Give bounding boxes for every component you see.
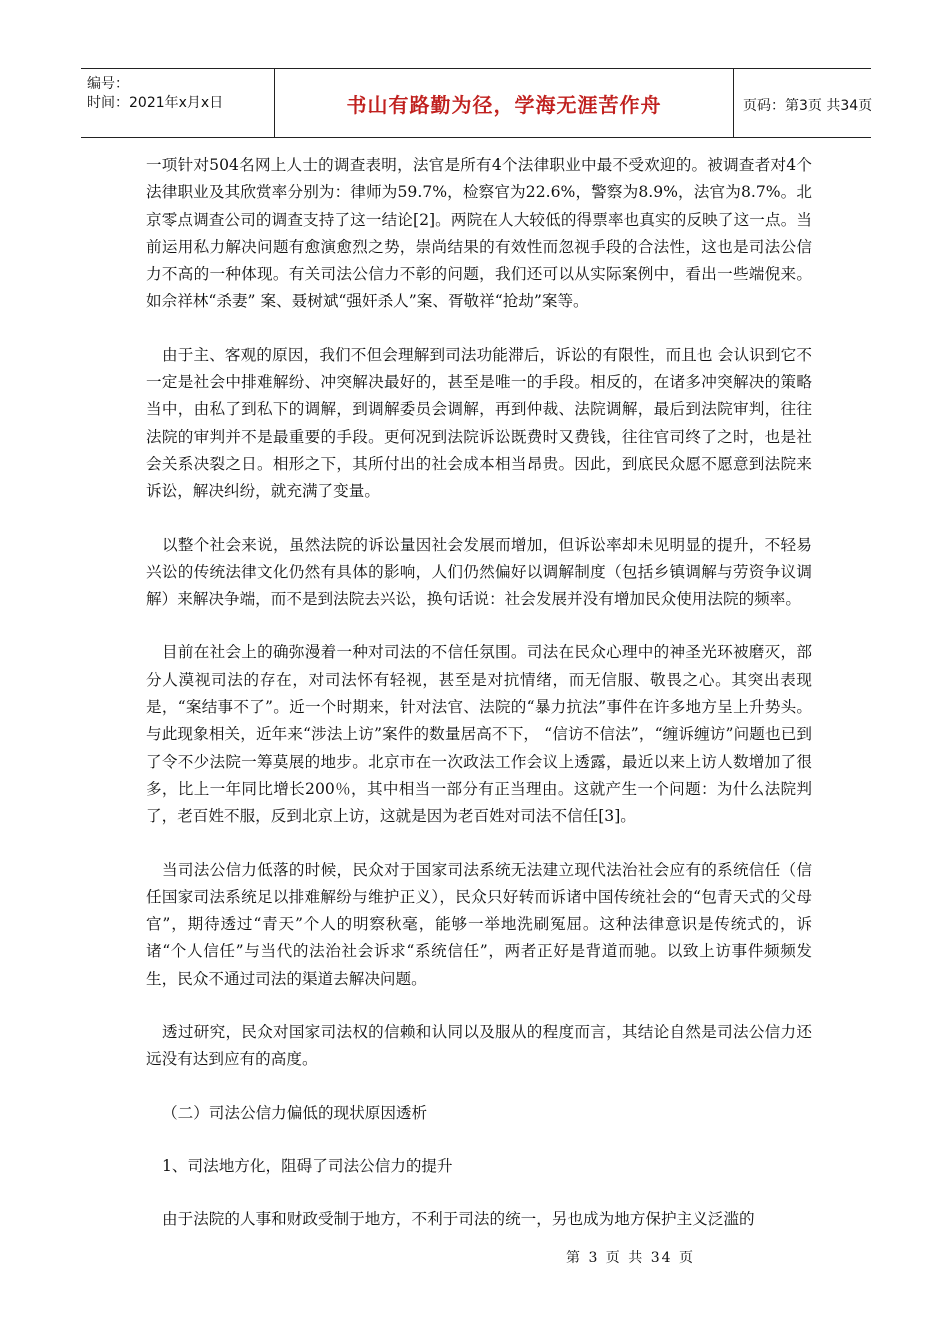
body-paragraph: 一项针对504名网上人士的调查表明，法官是所有4个法律职业中最不受欢迎的。被调查者对4个法律职业及其欣赏率分别为：律师为59.7%，检察官为22.6%，警察为8.9%，法官为8.7%。北京零点调查公司的调查支持了这一结论[2]。两院在人大较低的得票率也真实的反映了这一点。当前运用私力解决问题有愈演愈烈之势，崇尚结果的有效性而忽视手段的合法性，这也是司法公信力不高的一种体现。有关司法公信力不彰的问题，我们还可以从实际案例中，看出一些端倪来。如佘祥林“杀妻” 案、聂树斌“强奸杀人”案、胥敬祥“抢劫”案等。 (146, 156, 812, 311)
document-body (146, 152, 812, 1260)
document-date-label: 时间：2021年x月x日 (87, 95, 224, 111)
page-header (81, 68, 871, 138)
header-motto: 书山有路勤为径，学海无涯苦作舟 (346, 93, 662, 117)
subsection-heading: 1、司法地方化，阻碍了司法公信力的提升 (162, 1156, 453, 1175)
body-paragraph: 以整个社会来说，虽然法院的诉讼量因社会发展而增加，但诉讼率却未见明显的提升，不轻易兴讼的传统法律文化仍然有具体的影响，人们仍然偏好以调解制度（包括乡镇调解与劳资争议调解）来解决争端，而不是到法院去兴讼，换句话说：社会发展并没有增加民众使用法院的频率。 (146, 535, 812, 609)
body-paragraph: 透过研究，民众对国家司法权的信赖和认同以及服从的程度而言，其结论自然是司法公信力还远没有达到应有的高度。 (146, 1023, 812, 1069)
document-number-label: 编号： (87, 76, 129, 92)
footer-page-number: 第 3 页 共 34 页 (566, 1250, 695, 1266)
section-heading: （二）司法公信力偏低的现状原因透析 (162, 1103, 428, 1122)
header-page-cell (734, 69, 871, 137)
header-page-info: 页码：第3页 共34页 (743, 98, 873, 114)
body-paragraph: 由于主、客观的原因，我们不但会理解到司法功能滞后，诉讼的有限性，而且也 会认识到它不一定是社会中排难解纷、冲突解决最好的，甚至是唯一的手段。相反的，在诸多冲突解决的策略当中，由私了到私下的调解，到调解委员会调解，再到仲裁、法院调解，最后到法院审判，往往法院的审判并不是最重要的手段。更何况到法院诉讼既费时又费钱，往往官司终了之时，也是社会关系决裂之日。相形之下，其所付出的社会成本相当昂贵。因此，到底民众愿不愿意到法院来诉讼，解决纠纷，就充满了变量。 (146, 345, 812, 501)
header-meta-cell (81, 69, 275, 137)
body-paragraph: 当司法公信力低落的时候，民众对于国家司法系统无法建立现代法治社会应有的系统信任（信任国家司法系统足以排难解纷与维护正义），民众只好转而诉诸中国传统社会的“包青天式的父母官”，期待透过“青天”个人的明察秋毫，能够一举地洗刷冤屈。这种法律意识是传统式的，诉诸“个人信任”与当代的法治社会诉求“系统信任”，两者正好是背道而驰。以致上访事件频频发生，民众不通过司法的渠道去解决问题。 (146, 860, 812, 988)
body-paragraph-continued: 由于法院的人事和财政受制于地方，不利于司法的统一，另也成为地方保护主义泛滥的 (162, 1210, 755, 1229)
body-paragraph: 目前在社会上的确弥漫着一种对司法的不信任氛围。司法在民众心理中的神圣光环被磨灭，部分人漠视司法的存在，对司法怀有轻视，甚至是对抗情绪，而无信服、敬畏之心。其突出表现是，“案结事不了”。近一个时期来，针对法官、法院的“暴力抗法”事件在许多地方呈上升势头。与此现象相关，近年来“涉法上访”案件的数量居高不下， “信访不信法”，“缠诉缠访”问题也已到了令不少法院一筹莫展的地步。北京市在一次政法工作会议上透露，最近以来上访人数增加了很多，比上一年同比增长200％，其中相当一部分有正当理由。这就产生一个问题：为什么法院判了，老百姓不服，反到北京上访，这就是因为老百姓对司法不信任[3]。 (146, 643, 812, 826)
header-motto-cell (275, 69, 734, 137)
